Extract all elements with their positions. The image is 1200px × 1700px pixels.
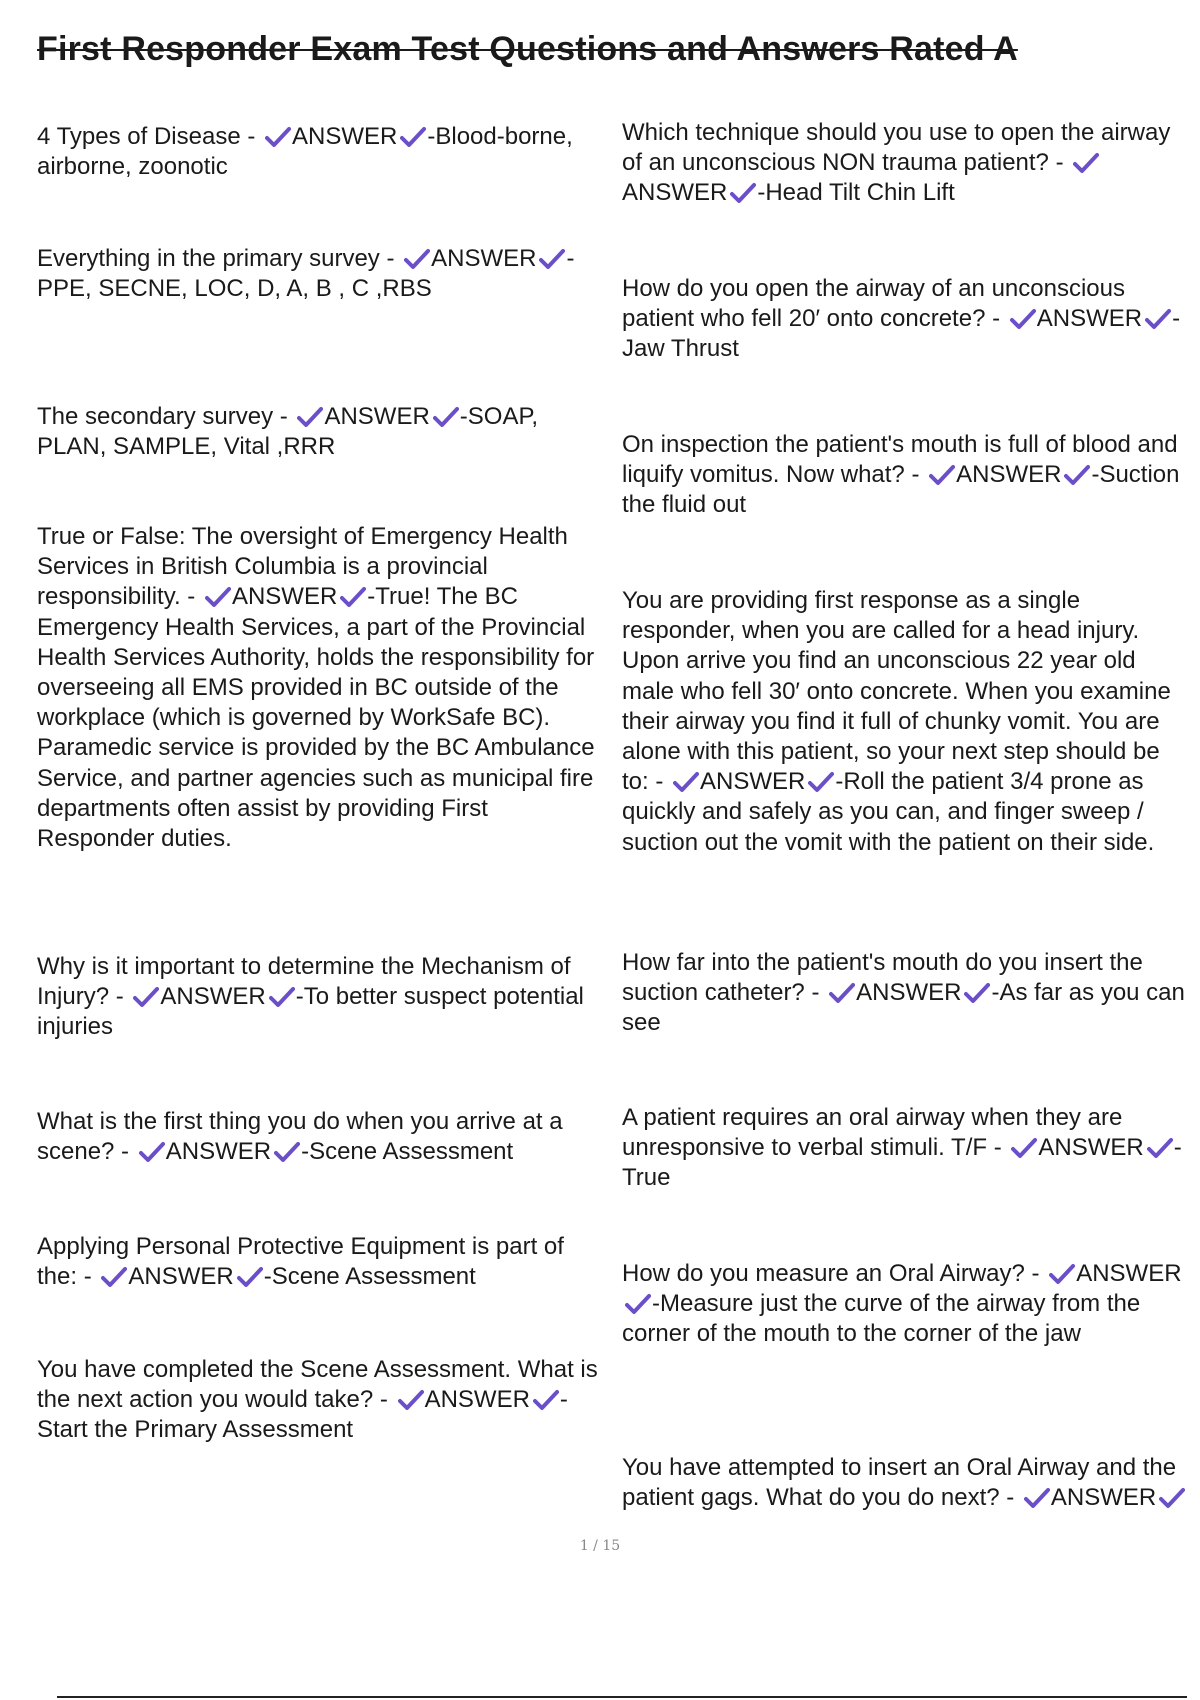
- checkmark-icon: [1159, 1487, 1185, 1509]
- checkmark-icon: [139, 1141, 165, 1163]
- question-text: You have attempted to insert an Oral Airway and the patient gags. What do you do next? -: [622, 1454, 1177, 1512]
- answer-label: ANSWER: [128, 1263, 234, 1291]
- qa-item: [37, 522, 607, 854]
- qa-item: [622, 274, 1192, 365]
- checkmark-icon: [400, 126, 426, 148]
- checkmark-icon: [269, 986, 295, 1008]
- qa-item: [622, 586, 1192, 858]
- question-text: Why is it important to determine the Mechanism of Injury? -: [37, 953, 571, 1011]
- answer-label: ANSWER: [1076, 1260, 1182, 1287]
- answer-text: -As far as you can see: [622, 979, 1185, 1037]
- checkmark-icon: [673, 771, 699, 793]
- qa-item: [622, 948, 1192, 1039]
- question-text: The secondary survey -: [37, 403, 288, 430]
- checkmark-icon: [625, 1293, 651, 1315]
- answer-text: -True! The BC Emergency Health Services, a part of the Provincial Health Services Authority, holds the responsibility for overseeing all EMS provided in BC outside of the workplace (which is governed by WorkSafe BC). Paramedic service is provided by the BC Ambulance Service, and partner agencies such as municipal fire departments often assist by providing First Responder duties.: [37, 583, 595, 853]
- checkmark-icon: [1049, 1263, 1075, 1285]
- checkmark-icon: [404, 248, 430, 270]
- qa-item: [622, 1103, 1192, 1194]
- answer-text: -Roll the patient 3/4 prone as quickly and safely as you can, and finger sweep / suction out the vomit with the patient on their side.: [622, 768, 1155, 856]
- answer-label: ANSWER: [324, 403, 430, 430]
- checkmark-icon: [808, 771, 834, 793]
- left-column: [37, 122, 607, 1452]
- answer-text: -Suction the fluid out: [622, 461, 1180, 519]
- qa-item: [37, 952, 607, 1043]
- checkmark-icon: [539, 248, 565, 270]
- checkmark-icon: [533, 1389, 559, 1411]
- checkmark-icon: [398, 1389, 424, 1411]
- qa-item: [622, 1259, 1192, 1350]
- question-text: Applying Personal Protective Equipment is part of the: -: [37, 1233, 564, 1291]
- answer-label: ANSWER: [165, 1138, 272, 1166]
- qa-item: [622, 118, 1192, 209]
- question-text: How do you open the airway of an unconscious patient who fell 20′ onto concrete? -: [622, 275, 1125, 333]
- qa-item: [37, 122, 607, 182]
- qa-item: [37, 244, 607, 304]
- answer-label: ANSWER: [231, 583, 338, 611]
- answer-label: ANSWER: [700, 768, 806, 796]
- page-number: 1 / 15: [579, 1538, 621, 1554]
- question-text: On inspection the patient's mouth is full of blood and liquify vomitus. Now what? -: [622, 431, 1178, 489]
- checkmark-icon: [433, 406, 459, 428]
- question-text: How do you measure an Oral Airway? -: [622, 1260, 1040, 1287]
- checkmark-icon: [1010, 308, 1036, 330]
- checkmark-icon: [133, 986, 159, 1008]
- checkmark-icon: [274, 1141, 300, 1163]
- checkmark-icon: [1145, 308, 1171, 330]
- answer-label: ANSWER: [1036, 305, 1143, 333]
- checkmark-icon: [297, 406, 323, 428]
- checkmark-icon: [829, 982, 855, 1004]
- checkmark-icon: [340, 586, 366, 608]
- qa-item: [37, 1107, 607, 1167]
- checkmark-icon: [730, 182, 756, 204]
- answer-text: -Scene Assessment: [301, 1138, 514, 1166]
- answer-text: -Measure just the curve of the airway from the corner of the mouth to the corner of the jaw: [622, 1290, 1141, 1348]
- qa-item: [37, 402, 607, 462]
- answer-label: ANSWER: [424, 1386, 530, 1414]
- answer-text: -Scene Assessment: [263, 1263, 476, 1291]
- checkmark-icon: [1073, 152, 1099, 174]
- question-text: Which technique should you use to open the airway of an unconscious NON trauma patient? -: [622, 119, 1171, 177]
- qa-item: [622, 1453, 1192, 1513]
- answer-text: -To better suspect potential injuries: [37, 983, 584, 1041]
- question-text: A patient requires an oral airway when they are unresponsive to verbal stimuli. T/F -: [622, 1104, 1123, 1162]
- question-text: 4 Types of Disease -: [37, 123, 256, 150]
- checkmark-icon: [1147, 1137, 1173, 1159]
- answer-label: ANSWER: [1050, 1484, 1157, 1512]
- answer-text: -True: [622, 1134, 1182, 1192]
- question-text: You are providing first response as a single responder, when you are called for a head injury. Upon arrive you find an unconscious 22 year old male who fell 30′ onto concrete. When you examine their airway you find it full of chunky vomit. You are alone with this patient, so your next step should be to: -: [622, 587, 1171, 796]
- checkmark-icon: [237, 1266, 263, 1288]
- answer-label: ANSWER: [1038, 1134, 1144, 1162]
- answer-text: -Head Tilt Chin Lift: [757, 179, 955, 207]
- qa-item: [37, 1232, 607, 1292]
- checkmark-icon: [265, 126, 291, 148]
- question-text: True or False: The oversight of Emergency Health Services in British Columbia is a provincial responsibility. -: [37, 523, 568, 611]
- right-column: [622, 118, 1192, 1518]
- question-text: You have completed the Scene Assessment. What is the next action you would take? -: [37, 1356, 598, 1414]
- checkmark-icon: [101, 1266, 127, 1288]
- checkmark-icon: [929, 464, 955, 486]
- answer-text: -Blood-borne, airborne, zoonotic: [37, 123, 573, 181]
- answer-text: -Jaw Thrust: [622, 305, 1181, 363]
- answer-label: ANSWER: [292, 123, 398, 150]
- question-text: How far into the patient's mouth do you insert the suction catheter? -: [622, 949, 1143, 1007]
- checkmark-icon: [1064, 464, 1090, 486]
- answer-label: ANSWER: [160, 983, 266, 1011]
- footer-divider: [57, 1696, 1187, 1698]
- answer-label: ANSWER: [431, 245, 537, 272]
- qa-item: [37, 1355, 607, 1446]
- checkmark-icon: [1024, 1487, 1050, 1509]
- answer-text: -SOAP, PLAN, SAMPLE, Vital ,RRR: [37, 403, 539, 461]
- answer-label: ANSWER: [956, 461, 1062, 489]
- document-title: First Responder Exam Test Questions and Answers Rated A: [37, 30, 1018, 68]
- answer-text: -PPE, SECNE, LOC, D, A, B , C ,RBS: [37, 245, 575, 303]
- checkmark-icon: [964, 982, 990, 1004]
- answer-text: -Start the Primary Assessment: [37, 1386, 568, 1444]
- qa-item: [622, 430, 1192, 521]
- question-text: What is the first thing you do when you arrive at a scene? -: [37, 1108, 563, 1166]
- checkmark-icon: [205, 586, 231, 608]
- question-text: Everything in the primary survey -: [37, 245, 395, 272]
- answer-label: ANSWER: [622, 179, 728, 207]
- checkmark-icon: [1011, 1137, 1037, 1159]
- answer-label: ANSWER: [856, 979, 962, 1007]
